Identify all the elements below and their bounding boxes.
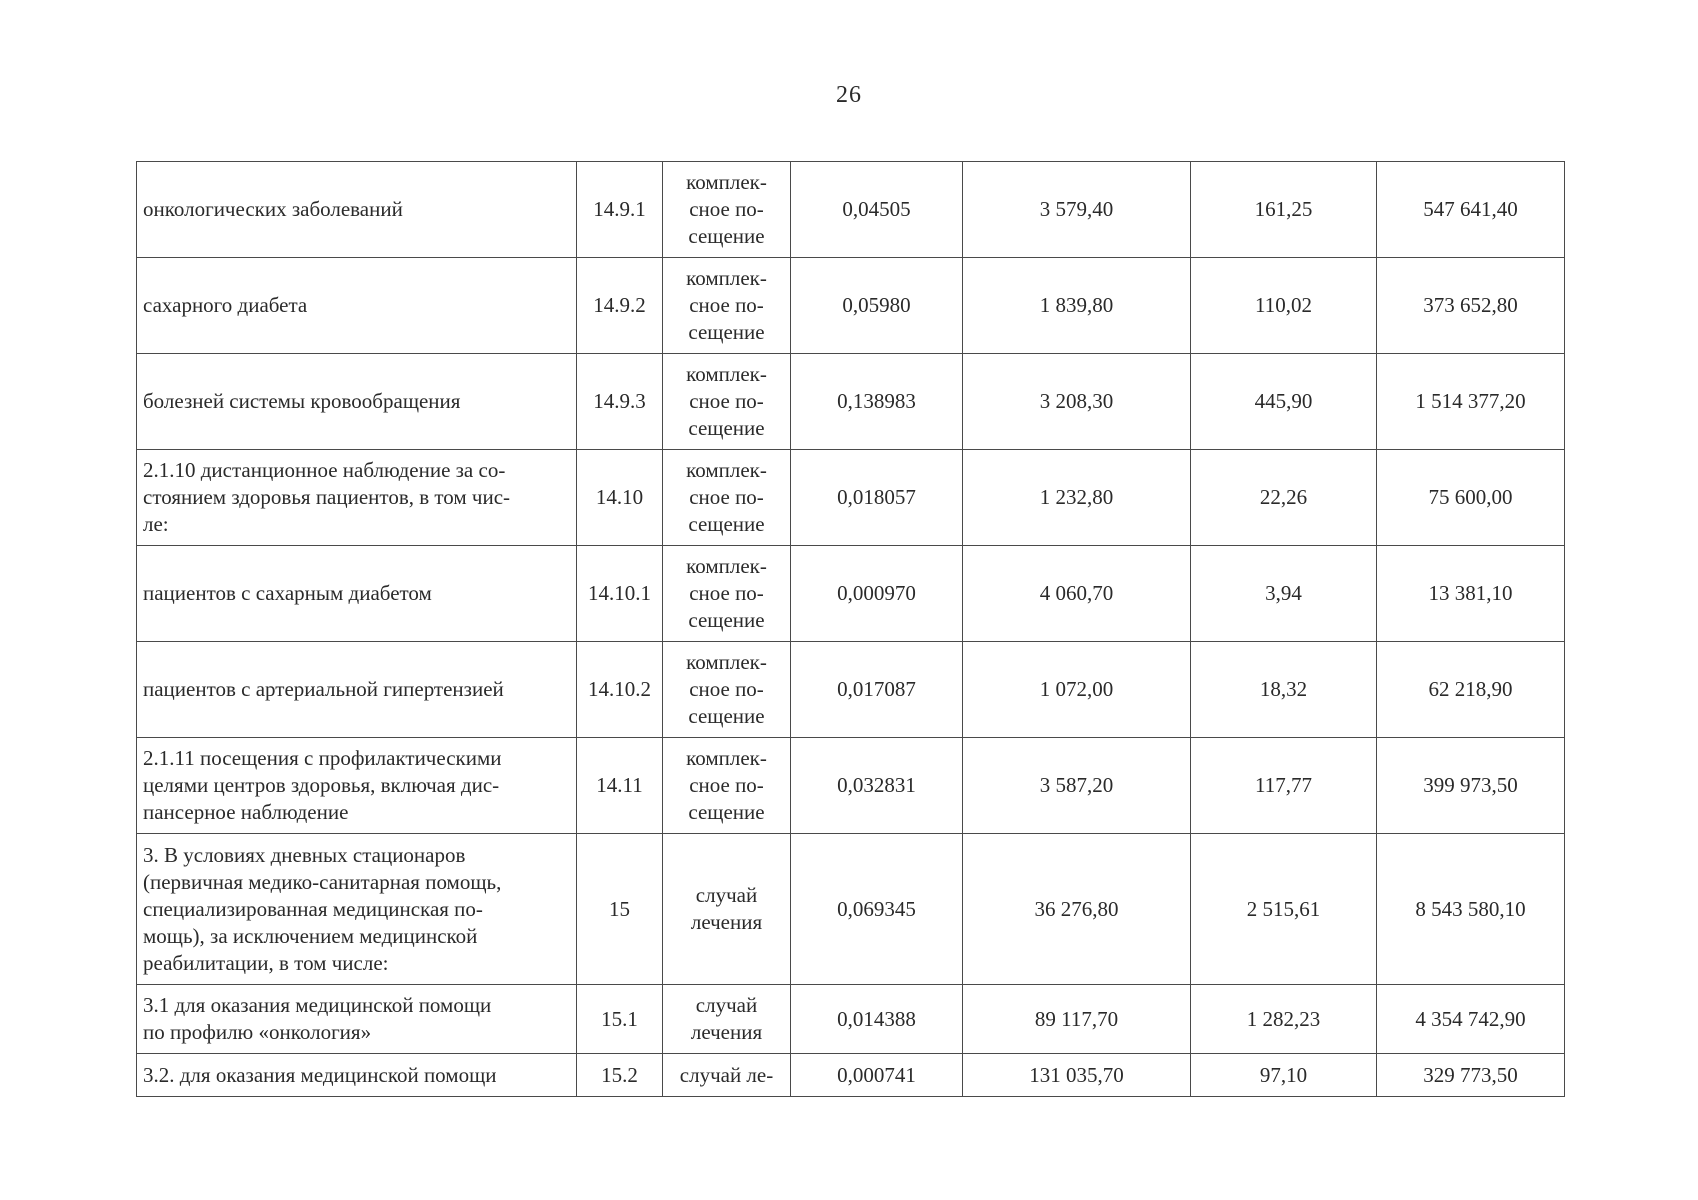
row-code-cell: 14.10.2: [577, 642, 663, 738]
row-total-cell: 13 381,10: [1377, 546, 1565, 642]
row-per-capita-cell: 1 282,23: [1191, 985, 1377, 1054]
row-unit-cell: комплек- сное по- сещение: [663, 258, 791, 354]
page-number: 26: [836, 82, 862, 108]
row-code-cell: 14.9.2: [577, 258, 663, 354]
row-name-cell: пациентов с артериальной гипертензией: [137, 642, 577, 738]
row-per-capita-cell: 2 515,61: [1191, 834, 1377, 985]
row-name-cell: 2.1.10 дистанционное наблюдение за со- стоянием здоровья пациентов, в том чис- ле:: [137, 450, 577, 546]
table-row: [137, 450, 1565, 546]
row-name-cell: пациентов с сахарным диабетом: [137, 546, 577, 642]
row-cost-cell: 36 276,80: [963, 834, 1191, 985]
table-row: [137, 834, 1565, 985]
row-code-cell: 14.9.3: [577, 354, 663, 450]
row-per-capita-cell: 110,02: [1191, 258, 1377, 354]
row-name-cell: болезней системы кровообращения: [137, 354, 577, 450]
table-row: [137, 546, 1565, 642]
row-per-capita-cell: 22,26: [1191, 450, 1377, 546]
row-total-cell: 547 641,40: [1377, 162, 1565, 258]
row-per-capita-cell: 117,77: [1191, 738, 1377, 834]
row-name-cell: 2.1.11 посещения с профилактическими целями центров здоровья, включая дис- пансерное наблюдение: [137, 738, 577, 834]
row-total-cell: 1 514 377,20: [1377, 354, 1565, 450]
row-per-capita-cell: 161,25: [1191, 162, 1377, 258]
row-norm-cell: 0,018057: [791, 450, 963, 546]
row-total-cell: 8 543 580,10: [1377, 834, 1565, 985]
row-cost-cell: 131 035,70: [963, 1054, 1191, 1097]
table-row: [137, 258, 1565, 354]
row-norm-cell: 0,069345: [791, 834, 963, 985]
table-row: [137, 354, 1565, 450]
row-code-cell: 14.10.1: [577, 546, 663, 642]
row-name-cell: 3.1 для оказания медицинской помощи по профилю «онкология»: [137, 985, 577, 1054]
row-name-cell: 3.2. для оказания медицинской помощи: [137, 1054, 577, 1097]
table-row: [137, 985, 1565, 1054]
row-code-cell: 15.1: [577, 985, 663, 1054]
row-unit-cell: комплек- сное по- сещение: [663, 642, 791, 738]
row-name-cell: сахарного диабета: [137, 258, 577, 354]
row-norm-cell: 0,138983: [791, 354, 963, 450]
row-norm-cell: 0,04505: [791, 162, 963, 258]
row-cost-cell: 1 072,00: [963, 642, 1191, 738]
row-cost-cell: 3 208,30: [963, 354, 1191, 450]
table-row: [137, 642, 1565, 738]
row-norm-cell: 0,032831: [791, 738, 963, 834]
row-per-capita-cell: 97,10: [1191, 1054, 1377, 1097]
row-unit-cell: случай лечения: [663, 985, 791, 1054]
row-unit-cell: случай ле-: [663, 1054, 791, 1097]
row-name-cell: онкологических заболеваний: [137, 162, 577, 258]
row-per-capita-cell: 3,94: [1191, 546, 1377, 642]
row-unit-cell: комплек- сное по- сещение: [663, 162, 791, 258]
row-total-cell: 399 973,50: [1377, 738, 1565, 834]
row-cost-cell: 1 232,80: [963, 450, 1191, 546]
row-cost-cell: 4 060,70: [963, 546, 1191, 642]
table-row: [137, 738, 1565, 834]
row-total-cell: 373 652,80: [1377, 258, 1565, 354]
row-code-cell: 15: [577, 834, 663, 985]
row-code-cell: 14.9.1: [577, 162, 663, 258]
row-code-cell: 15.2: [577, 1054, 663, 1097]
row-per-capita-cell: 445,90: [1191, 354, 1377, 450]
table-row: [137, 162, 1565, 258]
row-norm-cell: 0,000741: [791, 1054, 963, 1097]
row-cost-cell: 3 587,20: [963, 738, 1191, 834]
row-norm-cell: 0,014388: [791, 985, 963, 1054]
row-norm-cell: 0,05980: [791, 258, 963, 354]
row-code-cell: 14.11: [577, 738, 663, 834]
row-total-cell: 329 773,50: [1377, 1054, 1565, 1097]
row-unit-cell: комплек- сное по- сещение: [663, 546, 791, 642]
row-total-cell: 4 354 742,90: [1377, 985, 1565, 1054]
row-unit-cell: случай лечения: [663, 834, 791, 985]
row-total-cell: 75 600,00: [1377, 450, 1565, 546]
table-row: [137, 1054, 1565, 1097]
data-table: [136, 161, 1565, 1097]
row-norm-cell: 0,017087: [791, 642, 963, 738]
row-per-capita-cell: 18,32: [1191, 642, 1377, 738]
row-cost-cell: 1 839,80: [963, 258, 1191, 354]
row-cost-cell: 89 117,70: [963, 985, 1191, 1054]
row-name-cell: 3. В условиях дневных стационаров (первичная медико-санитарная помощь, специализированная медицинская по- мощь), за исключением медицинской реабилитации, в том числе:: [137, 834, 577, 985]
row-cost-cell: 3 579,40: [963, 162, 1191, 258]
row-unit-cell: комплек- сное по- сещение: [663, 738, 791, 834]
row-code-cell: 14.10: [577, 450, 663, 546]
row-norm-cell: 0,000970: [791, 546, 963, 642]
row-unit-cell: комплек- сное по- сещение: [663, 450, 791, 546]
row-total-cell: 62 218,90: [1377, 642, 1565, 738]
row-unit-cell: комплек- сное по- сещение: [663, 354, 791, 450]
